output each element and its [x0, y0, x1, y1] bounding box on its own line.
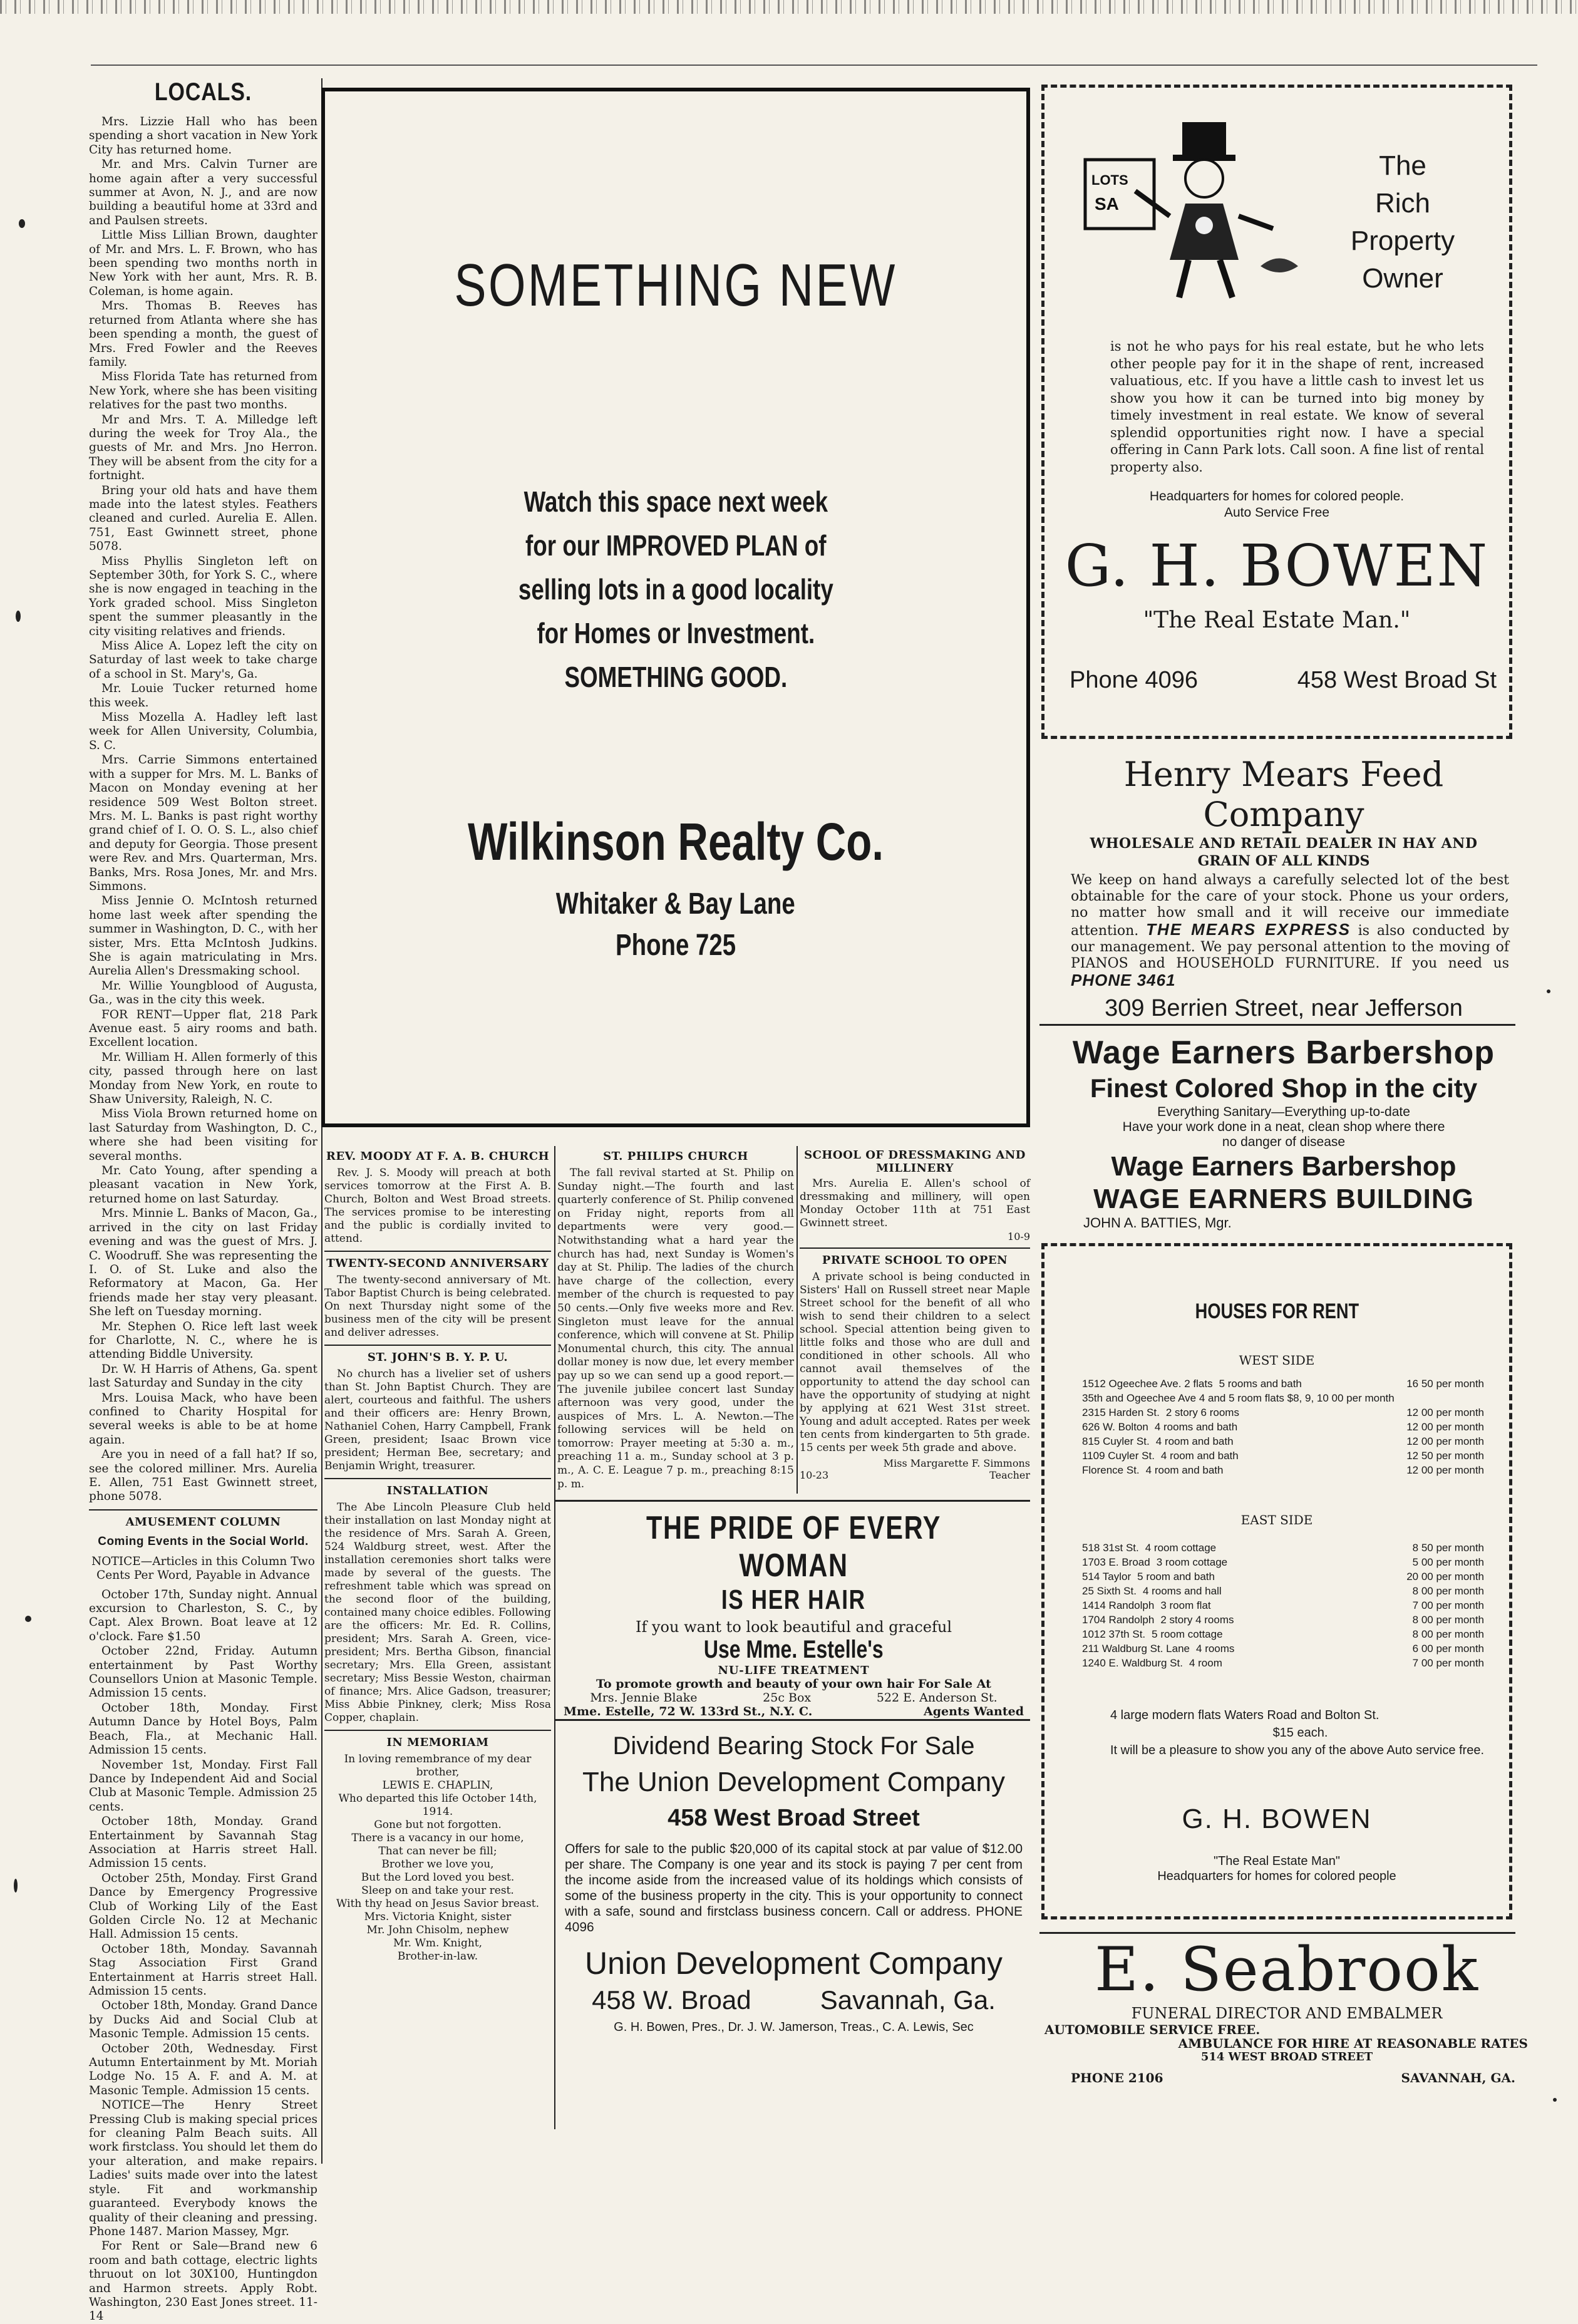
copy-line: SOMETHING GOOD. — [564, 661, 787, 693]
column-rule — [797, 1146, 798, 1494]
rental-mid: 4 room cottage — [1145, 1542, 1217, 1554]
barber-title2: Wage Earners Barbershop — [1111, 1151, 1457, 1182]
copy-line: for our IMPROVED PLAN of — [525, 529, 827, 562]
rental-row — [1082, 1463, 1484, 1477]
barber-mgr: JOHN A. BATTIES, Mgr. — [1083, 1215, 1232, 1231]
paragraph: October 18th, Monday. Grand Dance by Ducks Aid and Social Club at Masonic Temple. Admission 15 cents. — [89, 1999, 317, 2041]
hair-headline: THE PRIDE OF EVERY WOMAN — [646, 1510, 942, 1584]
rental-left: 1012 37th St. — [1082, 1628, 1146, 1640]
memoriam-line: With thy head on Jesus Savior breast. — [336, 1898, 540, 1910]
company-wrap — [325, 812, 1026, 872]
rental-right: 12 00 per month — [1406, 1407, 1484, 1418]
hair-row — [557, 1705, 1030, 1718]
mears-body1: We keep on hand always a carefully selected lot of the best obtainable for the care of your stock. Phone us your orders, no matter how small and it will receive our immediate attention. — [1071, 872, 1509, 939]
memoriam-line: But the Lord loved you best. — [361, 1871, 515, 1884]
houses-pleasure: It will be a pleasure to show you any of the above Auto service free. — [1110, 1743, 1485, 1757]
paragraph: Mrs. Lizzie Hall who has been spending a short vacation in New York City has returned home. — [89, 115, 317, 157]
union-company: Union Development Company — [584, 1946, 1003, 1981]
union-street: 458 W. Broad — [592, 1985, 751, 2015]
paragraph: October 25th, Monday. First Grand Dance by Emergency Progressive Club of Working Lily of the East Golden Circle No. 12 at Mechanic Hall. Admission 15 cents. — [89, 1871, 317, 1941]
rental-right: 12 00 per month — [1406, 1435, 1484, 1447]
paragraph: Miss Alice A. Lopez left the city on Saturday of last week to take charge of a school in St. Mary's, Ga. — [89, 639, 317, 681]
copy-line: for Homes or Investment. — [537, 617, 815, 649]
mears-express: THE MEARS EXPRESS — [1146, 920, 1351, 939]
rental-left: 1704 Randolph — [1082, 1614, 1155, 1626]
paragraph: Miss Viola Brown returned home on last Saturday from Washington, D. C., where she had been visiting for several months. — [89, 1107, 317, 1163]
svg-text:SA: SA — [1095, 194, 1119, 214]
rental-mid: 4 room and bath — [1160, 1450, 1239, 1462]
barber-line: Have your work done in a neat, clean shop where there — [1122, 1120, 1445, 1134]
east-list — [1082, 1541, 1484, 1670]
rental-left: 815 Cuyler St. — [1082, 1435, 1150, 1447]
paragraph: October 20th, Wednesday. First Autumn Entertainment by Mt. Moriah Lodge No. 15 A. F. and A. M. at Masonic Temple. Admission 15 cents. — [89, 2042, 317, 2097]
memoriam-line: Sleep on and take your rest. — [361, 1884, 514, 1897]
rental-row — [1082, 1598, 1484, 1613]
memoriam-line: Who departed this life October 14th, 1914. — [338, 1792, 537, 1818]
wilkinson-copy — [325, 480, 1026, 699]
locals-title: LOCALS. — [154, 78, 252, 106]
barber-line: no danger of disease — [1222, 1135, 1346, 1149]
anniversary-paragraph: The twenty-second anniversary of Mt. Tabor Baptist Church is being celebrated. On next Thursday night some of the business men of the city will be present and deliver adresses. — [324, 1274, 551, 1339]
paragraph: NOTICE—The Henry Street Pressing Club is making special prices for cleaning Palm Beach suits. All work firstclass. You should let them do your alteration, and make repairs. Ladies' suits made over into the latest style. Fit and workmanship guaranteed. Everybody knows the quality of their cleaning and pressing. Phone 1487. Marion Massey, Mgr. — [89, 2099, 317, 2238]
rental-mid: 4 rooms and bath — [1154, 1421, 1238, 1433]
rental-left: 626 W. Bolton — [1082, 1421, 1148, 1433]
dressmaking-text — [800, 1177, 1030, 1230]
scan-speck — [19, 219, 25, 228]
union-line1: Dividend Bearing Stock For Sale — [612, 1732, 975, 1760]
church-column — [324, 1146, 551, 2135]
rental-right: 12 00 per month — [1406, 1421, 1484, 1433]
union-body: Offers for sale to the public $20,000 of its capital stock at par value of $12.00 per share. The Company is one year and its stock is paying 7 per cent from the income aside from the increased value of its holdings which consists of some of the business property in the city. This is your opportunity to connect with a safe, sound and firstclass business concern. Call or address. PHONE 4096 — [565, 1842, 1023, 1934]
wilkinson-ad — [321, 88, 1030, 1127]
houses-price: $15 each. — [1272, 1726, 1328, 1740]
dressmaking-column — [800, 1146, 1030, 1497]
union-line2: The Union Development Company — [582, 1767, 1006, 1797]
scan-noise-top — [0, 0, 1578, 14]
bowen-phone: Phone 4096 — [1070, 667, 1198, 693]
divider — [324, 1345, 551, 1346]
houses-footer — [1044, 1854, 1509, 1884]
memoriam-line: Brother we love you, — [381, 1858, 494, 1871]
paragraph: Miss Mozella A. Hadley left last week for Allen University, Columbia, S. C. — [89, 711, 317, 752]
paragraph: Miss Jennie O. McIntosh returned home last week after spending the summer in Washington, D. C., with her sister, Mrs. Etta McIntosh Judkins. She is again matriculating in Mrs. Aurelia Allen's Dressmaking school. — [89, 894, 317, 978]
houses-notes — [1110, 1707, 1490, 1759]
rental-right: 12 50 per month — [1406, 1450, 1484, 1462]
hair-product: Use Mme. Estelle's — [704, 1636, 884, 1663]
rental-mid: 4 rooms — [1196, 1643, 1235, 1655]
cartoon-sign-text: LOTS — [1091, 172, 1128, 188]
bowen-ad — [1041, 85, 1512, 739]
mears-address: 309 Berrien Street, near Jefferson — [1105, 995, 1463, 1021]
west-side-label: WEST SIDE — [1239, 1353, 1315, 1368]
st-philips-column — [557, 1146, 794, 1497]
paragraph: Mrs. Carrie Simmons entertained with a supper for Mrs. M. L. Banks of Macon on Monday evening at her residence 509 West Bolton street. Mrs. M. L. Banks is past right worthy grand chief of I. O. O. S. L., also chief and deputy for Georgia. Those present were Rev. and Mrs. Quarterman, Mrs. Banks, Mrs. Rosa Jones, Mr. and Mrs. Simmons. — [89, 753, 317, 893]
houses-title-text: HOUSES FOR RENT — [1195, 1299, 1359, 1323]
rental-mid: 2 story 4 rooms — [1160, 1614, 1234, 1626]
west-list — [1082, 1376, 1484, 1477]
paragraph: Little Miss Lillian Brown, daughter of Mr. and Mrs. L. F. Brown, who has been spending two months north in New York with her aunt, Mrs. R. B. Coleman, is home again. — [89, 229, 317, 298]
installation-paragraph: The Abe Lincoln Pleasure Club held their installation on last Monday night at the residence of Mrs. Sarah A. Green, 524 Waldburg street, west. After the installation ceremonies short talks were made by several of the guests. The refreshment table which was spread on the second floor of the building, contained many choice edibles. Following are the officers: Mr. Ed. R. Collins, president; Mrs. Sarah A. Green, vice-president; Mrs. Bertha Gibson, financial secretary; Mrs. Ella Green, assistant secretary; Miss Bessie Weston, chairman of finance; Mrs. Alice Gadson, treasurer; Miss Abbie Pinkney, clerk; Miss Rosa Copper, chaplain. — [324, 1501, 551, 1724]
top-rule — [91, 65, 1537, 66]
seabrook-line2: AUTOMOBILE SERVICE FREE. — [1044, 2022, 1261, 2037]
paragraph: Mr. Stephen O. Rice left last week for Charlotte, N. C., where he is attending Biddle University. — [89, 1320, 317, 1361]
divider — [89, 1509, 317, 1511]
hair-row — [557, 1691, 1030, 1705]
paragraph: Mr. Louie Tucker returned home this week. — [89, 682, 317, 710]
barber-line: Everything Sanitary—Everything up-to-date — [1157, 1105, 1410, 1119]
bowen-title-line: Owner — [1362, 263, 1443, 294]
rental-mid: 3 room cottage — [1156, 1556, 1228, 1568]
divider — [324, 1730, 551, 1731]
bowen-title-line: Rich — [1374, 188, 1431, 219]
rental-mid — [1395, 1391, 1484, 1405]
hair-address: 522 E. Anderson St. — [876, 1691, 998, 1705]
rental-left: 211 Waldburg St. Lane — [1082, 1643, 1190, 1655]
amusement-subtitle: Coming Events in the Social World. — [98, 1534, 309, 1548]
memoriam-line: Mr. Wm. Knight, — [393, 1937, 483, 1950]
paragraph: Mrs. Thomas B. Reeves has returned from Atlanta where she has been spending a month, the guest of Mrs. Fred Fowler and the Reeves family. — [89, 299, 317, 369]
union-officers: G. H. Bowen, Pres., Dr. J. W. Jamerson, Treas., C. A. Lewis, Sec — [614, 2020, 974, 2034]
divider — [324, 1251, 551, 1252]
rental-right: 16 50 per month — [1406, 1378, 1484, 1390]
rental-row — [1082, 1420, 1484, 1434]
paragraph: Dr. W. H Harris of Athens, Ga. spent last Saturday and Sunday in the city — [89, 1362, 317, 1390]
private-school-paragraph: A private school is being conducted in Sisters' Hall on Russell street near Maple Street school for the benefit of all who wish to send their children to a select school. Special attention being given to little folks and those who are dull and conditioned in other schools. All who cannot avail themselves of the opportunity to attend the day school can have the opportunity of studying at night by applying at 621 West 31st street. Young and adult accepted. Rates per week ten cents from kindergarten to 5th grade. 15 cents per week 5th grade and above. — [800, 1271, 1030, 1454]
barber-ad — [1039, 1033, 1528, 1234]
paragraph: Mr. Cato Young, after spending a pleasant vacation in New York, returned home on last Saturday. — [89, 1164, 317, 1206]
seabrook-contact — [1039, 2064, 1534, 2085]
rental-left: 2315 Harden St. — [1082, 1407, 1160, 1418]
divider — [324, 1478, 551, 1479]
memoriam-line: There is a vacancy in our home, — [351, 1832, 524, 1844]
bowen-name: G. H. BOWEN — [1065, 532, 1489, 599]
memoriam-line: Mrs. Victoria Knight, sister — [364, 1911, 512, 1923]
bowen-tagline: "The Real Estate Man." — [1143, 607, 1411, 633]
union-ad — [557, 1728, 1030, 2142]
dressmaking-paragraph: Mrs. Aurelia E. Allen's school of dressmaking and millinery, will open Monday October 11th at 751 East Gwinnett street. — [800, 1177, 1030, 1229]
bowen-address: 458 West Broad St — [1297, 667, 1497, 693]
mears-name: Henry Mears Feed Company — [1123, 755, 1444, 834]
houses-ad — [1041, 1243, 1512, 1919]
private-school-role: Teacher — [989, 1469, 1030, 1481]
rental-row — [1082, 1569, 1484, 1584]
mears-phone: PHONE 3461 — [1071, 971, 1176, 989]
scan-speck — [14, 1879, 18, 1893]
rental-left: 514 Taylor — [1082, 1571, 1132, 1583]
rental-right: 5 00 per month — [1412, 1556, 1484, 1568]
memoriam-line: Gone but not forgotten. — [374, 1819, 502, 1831]
mears-line2: GRAIN OF ALL KINDS — [1197, 853, 1370, 869]
scan-speck — [1547, 989, 1550, 993]
rental-row — [1082, 1449, 1484, 1463]
rental-right: 20 00 per month — [1406, 1571, 1484, 1583]
memoriam-body — [324, 1753, 551, 1963]
rental-left: 1240 E. Waldburg St. — [1082, 1657, 1183, 1669]
rental-row — [1082, 1584, 1484, 1598]
paragraph: For Rent or Sale—Brand new 6 room and bath cottage, electric lights thruout on lot 30X100, Huntingdon and Harmon streets. Apply Robt. Washington, 230 East Jones street. 11-14 — [89, 2239, 317, 2323]
rental-mid: 4 room — [1189, 1657, 1222, 1669]
dressmaking-date: 10-9 — [1008, 1231, 1030, 1242]
column-rule — [554, 1146, 555, 2129]
east-side-label: EAST SIDE — [1240, 1512, 1313, 1527]
locals-column — [89, 78, 317, 2323]
rental-mid: 3 room flat — [1160, 1599, 1211, 1611]
memoriam-line: Mr. John Chisolm, nephew — [366, 1924, 509, 1936]
rental-row — [1082, 1627, 1484, 1641]
st-philips-paragraph: The fall revival started at St. Philip on Sunday night.—The fourth and last quarterly conference of St. Philip convened on Friday night, reports from all departments were very good.—Notwithstanding what a hard year the church has had, next Sunday is Women's day at St. Philip. The ladies of the church have charge of the collection, every member of the church is requested to pay 50 cents.—Only five weeks more and Rev. Singleton must leave for the annual conference, which will convene at St. Philip Monumental church, this city. The annual dollar money is now due, let every member pay up so we can send up a good report.—The juvenile jubilee concert last Sunday afternoon was very good, under the auspices of Mrs. L. A. Newton.—The following services will be held on tomorrow: Prayer meeting at 5:30 a. m., preaching 11 a. m., Sunday school at 3 p. m., A. C. E. League 7 p. m., preaching 8:15 p. m. — [557, 1167, 794, 1490]
rental-left: 1414 Randolph — [1082, 1599, 1155, 1611]
rental-right: 6 00 per month — [1412, 1643, 1484, 1655]
paragraph: October 22nd, Friday. Autumn entertainment by Past Worthy Counsellors Union at Masonic Temple. Admission 15 cents. — [89, 1645, 317, 1700]
wilkinson-contact — [325, 884, 1026, 966]
hair-line: If you want to look beautiful and graceful — [636, 1618, 952, 1636]
section-rule — [554, 1719, 1030, 1721]
rental-mid: 4 room and bath — [1145, 1464, 1224, 1476]
houses-flats: 4 large modern flats Waters Road and Bolton St. — [1110, 1708, 1379, 1722]
mears-ad — [1039, 755, 1528, 1021]
amusement-title: AMUSEMENT COLUMN — [125, 1515, 281, 1529]
mears-body — [1039, 870, 1528, 990]
memoriam-line: Brother-in-law. — [397, 1950, 478, 1963]
installation-text — [324, 1501, 551, 1725]
rental-left: 518 31st St. — [1082, 1542, 1139, 1554]
rental-row — [1082, 1376, 1484, 1391]
hair-agents-wanted: Agents Wanted — [924, 1705, 1024, 1718]
mears-line1: WHOLESALE AND RETAIL DEALER IN HAY AND — [1090, 835, 1478, 852]
rental-right: 7 00 per month — [1412, 1657, 1484, 1669]
paragraph: Mrs. Louisa Mack, who have been confined to Charity Hospital for several weeks is able to be at home again. — [89, 1391, 317, 1447]
memoriam-line: LEWIS E. CHAPLIN, — [382, 1779, 493, 1792]
rental-right: 8 50 per month — [1412, 1542, 1484, 1554]
rental-left: 1109 Cuyler St. — [1082, 1450, 1155, 1462]
rental-right: 12 00 per month — [1406, 1464, 1484, 1476]
hair-ad — [557, 1509, 1030, 1716]
houses-title — [1044, 1299, 1509, 1324]
rental-right: 7 00 per month — [1412, 1599, 1484, 1611]
rental-row — [1082, 1434, 1484, 1449]
paragraph: Are you in need of a fall hat? If so, see the colored milliner. Mrs. Aurelia E. Allen, 751 East Gwinnett street, phone 5078. — [89, 1448, 317, 1504]
moody-title: REV. MOODY AT F. A. B. CHURCH — [326, 1150, 550, 1163]
rental-mid: 5 rooms and bath — [1219, 1378, 1302, 1390]
paragraph: October 18th, Monday. Savannah Stag Association First Grand Entertainment at Harris street Hall. Admission 15 cents. — [89, 1942, 317, 1998]
hair-treatment: NU-LIFE TREATMENT — [718, 1664, 870, 1677]
rental-row — [1082, 1555, 1484, 1569]
seabrook-name: E. Seabrook — [1094, 1934, 1480, 2005]
rental-row — [1082, 1641, 1484, 1656]
rental-row — [1082, 1613, 1484, 1627]
rental-mid: 2 story 6 rooms — [1165, 1407, 1239, 1418]
rental-left: 1703 E. Broad — [1082, 1556, 1150, 1568]
seabrook-line3: AMBULANCE FOR HIRE AT REASONABLE RATES — [1178, 2036, 1528, 2051]
bowen-contact — [1070, 667, 1497, 694]
barber-sub: Finest Colored Shop in the city — [1090, 1073, 1478, 1103]
bowen-auto-line: Auto Service Free — [1224, 505, 1330, 520]
paragraph: Mrs. Minnie L. Banks of Macon, Ga., arrived in the city on last Friday evening and was the guest of Mrs. J. C. Woodruff. She was representing the I. O. of St. Luke and also the Reformatory at Macon, Ga. Her friends made her stay very pleasant. She left on Tuesday morning. — [89, 1207, 317, 1319]
byp-text — [324, 1368, 551, 1473]
rental-right: 8 00 per month — [1412, 1614, 1484, 1626]
rental-right: 8 00 per month — [1412, 1585, 1484, 1597]
wilkinson-phone: Phone 725 — [615, 929, 736, 962]
bowen-title — [1321, 147, 1484, 297]
paragraph: Miss Florida Tate has returned from New York, where she has been visiting relatives for the past two months. — [89, 370, 317, 412]
seabrook-line1: FUNERAL DIRECTOR AND EMBALMER — [1131, 2005, 1443, 2022]
rental-mid: 4 room and bath — [1155, 1435, 1234, 1447]
anniversary-text — [324, 1274, 551, 1340]
private-school-title: PRIVATE SCHOOL TO OPEN — [822, 1254, 1008, 1267]
private-school-signature: Miss Margarette F. Simmons — [883, 1457, 1030, 1469]
divider — [800, 1247, 1030, 1249]
houses-tagline: "The Real Estate Man" — [1213, 1854, 1341, 1868]
rental-row — [1082, 1391, 1484, 1405]
copy-line: Watch this space next week — [523, 485, 828, 518]
anniversary-title: TWENTY-SECOND ANNIVERSARY — [326, 1257, 549, 1270]
hair-price: 25c Box — [763, 1691, 812, 1705]
union-address-row — [557, 1983, 1030, 2018]
headline-wrap — [325, 251, 1026, 320]
private-school-text — [800, 1271, 1030, 1455]
rental-left: 1512 Ogeechee Ave. 2 flats — [1082, 1378, 1213, 1390]
byp-paragraph: No church has a livelier set of ushers than St. John Baptist Church. They are alert, courteous and faithful. The ushers and their officers are: Henry Brown, Nathaniel Cohen, Harry Campbell, Frank Green, president; Isaac Brown vice president; Herman Bee, secretary; and Benjamin Wright, treasurer. — [324, 1368, 551, 1472]
st-philips-text — [557, 1167, 794, 1491]
amusement-notice: NOTICE—Articles in this Column Two Cents Per Word, Payable in Advance — [91, 1554, 315, 1583]
st-philips-title: ST. PHILIPS CHURCH — [603, 1150, 748, 1163]
houses-bowen: G. H. BOWEN — [1182, 1804, 1372, 1834]
private-school-date: 10-23 — [800, 1469, 829, 1481]
rental-mid: 4 rooms and hall — [1142, 1585, 1222, 1597]
scan-speck — [16, 611, 21, 622]
moody-paragraph: Rev. J. S. Moody will preach at both services tomorrow at the First A. B. Church, Bolton and West Broad streets. The services promise to be interesting and the public is cordially invited to attend. — [324, 1167, 551, 1245]
wilkinson-company: Wilkinson Realty Co. — [467, 812, 884, 871]
houses-hq: Headquarters for homes for colored people — [1157, 1869, 1396, 1883]
hair-maker: Mme. Estelle, 72 W. 133rd St., N.Y. C. — [564, 1705, 813, 1718]
seabrook-line4: 514 WEST BROAD STREET — [1200, 2050, 1373, 2063]
rental-left: 25 Sixth St. — [1082, 1585, 1137, 1597]
memoriam-line: That can never be fill; — [378, 1845, 497, 1857]
copy-line: selling lots in a good locality — [518, 573, 833, 606]
bowen-title-line: The — [1379, 150, 1426, 181]
moody-text — [324, 1167, 551, 1246]
section-rule — [554, 1500, 1030, 1502]
paragraph: October 18th, Monday. Grand Entertainment by Savannah Stag Association at Harris street Hall. Admission 15 cents. — [89, 1815, 317, 1871]
rental-row — [1082, 1656, 1484, 1670]
paragraph: Miss Phyllis Singleton left on September 30th, for York S. C., where she is now engaged in teaching in the York graded school. Miss Singleton spent the summer pleasantly in the city visiting relatives and friends. — [89, 554, 317, 638]
section-rule — [1039, 1932, 1515, 1934]
section-rule — [1039, 1024, 1515, 1026]
seabrook-ad — [1039, 1935, 1534, 2161]
union-city: Savannah, Ga. — [820, 1985, 996, 2015]
byp-title: ST. JOHN'S B. Y. P. U. — [367, 1351, 508, 1364]
memoriam-line: In loving remembrance of my dear brother, — [344, 1753, 532, 1779]
bowen-title-line: Property — [1350, 225, 1455, 256]
rental-right: 8 00 per month — [1412, 1628, 1484, 1640]
dressmaking-title: SCHOOL OF DRESSMAKING AND MILLINERY — [804, 1149, 1026, 1175]
rental-left: Florence St. — [1082, 1464, 1140, 1476]
scan-speck — [1553, 2098, 1557, 2102]
rental-left: 35th and Ogeechee Ave 4 and 5 room flats $8, 9, 10 00 per month — [1082, 1392, 1395, 1404]
paragraph: November 1st, Monday. First Fall Dance by Independent Aid and Social Club at Masonic Temple. Admission 25 cents. — [89, 1758, 317, 1814]
mears-body2: is also conducted by our management. We pay personal attention to the moving of PIANOS and HOUSEHOLD FURNITURE. If you need us — [1071, 923, 1510, 971]
rental-row — [1082, 1405, 1484, 1420]
wilkinson-headline: SOMETHING NEW — [454, 252, 897, 319]
barber-building: WAGE EARNERS BUILDING — [1093, 1184, 1474, 1214]
barber-title: Wage Earners Barbershop — [1072, 1035, 1495, 1071]
bowen-hq — [1044, 488, 1509, 521]
seabrook-city: SAVANNAH, GA. — [1401, 2070, 1515, 2085]
union-line3: 458 West Broad Street — [668, 1805, 920, 1831]
paragraph: Mr and Mrs. T. A. Milledge left during the week for Troy Ala., the guests of Mr. and Mrs. Jno Herron. They will be absent from the city for a fortnight. — [89, 413, 317, 483]
property-owner-cartoon-icon — [1073, 116, 1311, 304]
installation-title: INSTALLATION — [386, 1484, 489, 1497]
memoriam-title: IN MEMORIAM — [386, 1736, 489, 1749]
rental-row — [1082, 1541, 1484, 1555]
rental-mid: 5 room and bath — [1137, 1571, 1215, 1583]
paragraph: Bring your old hats and have them made into the latest styles. Feathers cleaned and curled. Aurelia E. Allen. 751, East Gwinnett street, phone 5078. — [89, 483, 317, 554]
hair-subheadline: IS HER HAIR — [721, 1584, 866, 1615]
paragraph: October 17th, Sunday night. Annual excursion to Charleston, S. C., by Capt. Alex Brown. Boat leave at 12 o'clock. Fare $1.50 — [89, 1588, 317, 1643]
paragraph: October 18th, Monday. First Autumn Dance by Hotel Boys, Palm Beach, Fla., at Mechanic Hall. Admission 15 cents. — [89, 1701, 317, 1757]
paragraph: FOR RENT—Upper flat, 218 Park Avenue east. 5 airy rooms and bath. Excellent location. — [89, 1008, 317, 1050]
amusement-body — [89, 1588, 317, 2324]
rental-mid: 5 room cottage — [1152, 1628, 1223, 1640]
locals-body — [89, 115, 317, 1504]
paragraph: Mr. Willie Youngblood of Augusta, Ga., was in the city this week. — [89, 979, 317, 1007]
wilkinson-address: Whitaker & Bay Lane — [556, 887, 795, 921]
bowen-hq-line: Headquarters for homes for colored people. — [1149, 489, 1405, 504]
paragraph: Mr. William H. Allen formerly of this city, passed through here on last Monday from New York, en route to Shaw University, Raleigh, N. C. — [89, 1050, 317, 1107]
bowen-body: is not he who pays for his real estate, but he who lets other people pay for it in the shape of rent, increased valuatious, etc. If you have a little cash to invest let us show you how it can be turned into big money by timely investment in real estate. We know of several splendid opportunities right now. I have a special offering in Cann Park lots. Call soon. A fine list of rental property also. — [1110, 339, 1484, 475]
scan-speck — [25, 1616, 31, 1622]
hair-promo: To promote growth and beauty of your own hair For Sale At — [596, 1677, 991, 1691]
private-school-footer — [800, 1469, 1030, 1481]
paragraph: Mr. and Mrs. Calvin Turner are home again after a very successful summer at Avon, N. J., and are now building a beautiful home at 33rd and and Paulsen streets. — [89, 158, 317, 227]
seabrook-phone: PHONE 2106 — [1071, 2070, 1163, 2085]
hair-agent: Mrs. Jennie Blake — [590, 1691, 698, 1705]
